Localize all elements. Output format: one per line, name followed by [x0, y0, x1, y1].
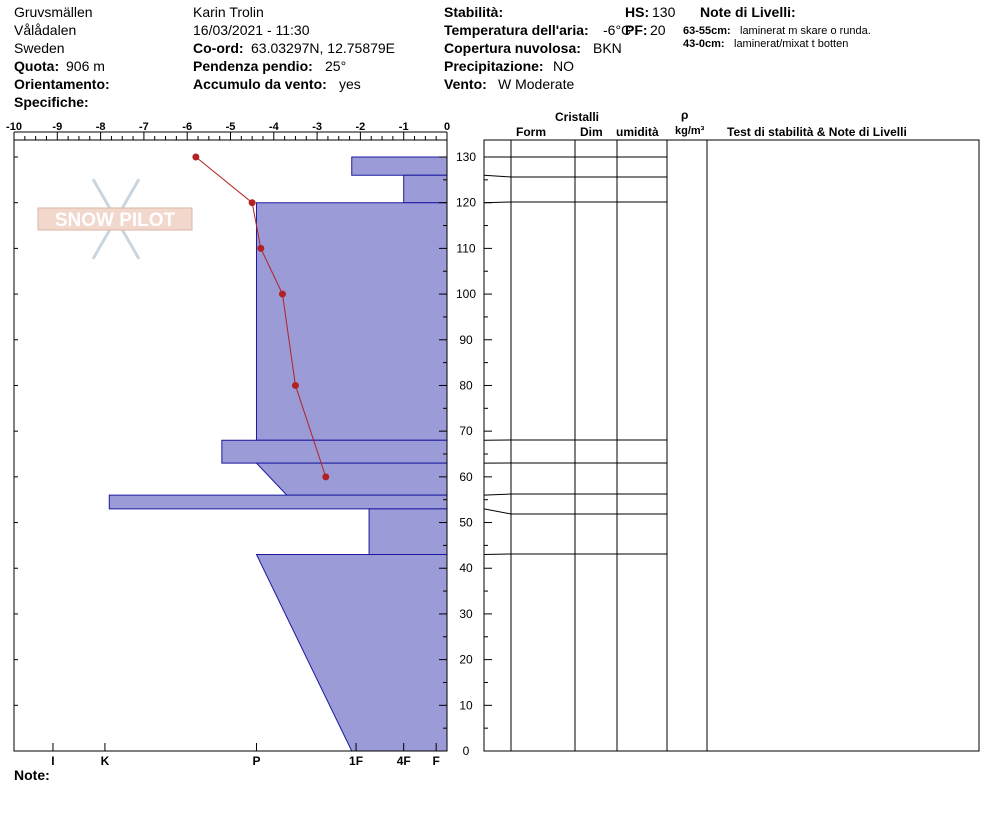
- temp-tick-label: 0: [443, 121, 451, 133]
- country: Sweden: [14, 40, 65, 56]
- height-tick-label: 120: [455, 195, 477, 210]
- observer: Karin Trolin: [193, 4, 264, 20]
- note-label: Note:: [14, 767, 50, 783]
- height-tick-label: 0: [462, 744, 470, 758]
- quota-value: 906 m: [66, 58, 105, 74]
- stabilita-label: Stabilità:: [444, 4, 504, 20]
- snowpilot-watermark: [38, 179, 192, 259]
- vento-label: Vento:: [444, 76, 487, 92]
- location: Gruvsmällen: [14, 4, 93, 20]
- temperatura-label: Temperatura dell'aria:: [444, 22, 589, 38]
- hardness-label: K: [100, 754, 110, 768]
- temperature-point: [279, 291, 286, 298]
- precipitazione-value: NO: [553, 58, 574, 74]
- layer-connector: [484, 554, 511, 555]
- hardness-layer-2: [256, 203, 447, 441]
- hardness-label: 4F: [396, 754, 411, 768]
- height-tick-label: 130: [455, 150, 477, 164]
- temperature-point: [322, 473, 329, 480]
- hardness-label: F: [432, 754, 440, 768]
- height-tick-label: 100: [455, 287, 477, 302]
- cristalli-header: Cristalli: [555, 110, 600, 124]
- quota-label: Quota:: [14, 58, 60, 74]
- accumulo-label: Accumulo da vento:: [193, 76, 327, 92]
- temp-tick-label: -10: [6, 121, 22, 133]
- form-header: Form: [516, 125, 546, 139]
- hardness-layer-1: [404, 175, 447, 202]
- height-tick-label: 50: [459, 515, 473, 530]
- height-tick-label: 90: [459, 332, 473, 347]
- temp-tick-label: -9: [52, 121, 63, 133]
- hs-label: HS:: [625, 4, 650, 20]
- note-livelli-range-2: 43-0cm:: [683, 38, 725, 50]
- vento-value: W Moderate: [498, 76, 575, 92]
- height-tick-label: 70: [459, 424, 473, 439]
- coord-label: Co-ord:: [193, 40, 244, 56]
- accumulo-value: yes: [339, 76, 361, 92]
- pendenza-value: 25°: [325, 58, 347, 74]
- temperature-point: [257, 245, 264, 252]
- height-tick-label: 10: [459, 698, 473, 713]
- layer-connector: [484, 202, 511, 203]
- umidita-header: umidità: [616, 125, 659, 139]
- temp-tick-label: -7: [139, 121, 149, 133]
- rho-header: ρ: [681, 108, 689, 122]
- note-livelli-text-2: laminerat/mixat t botten: [734, 38, 849, 50]
- pendenza-label: Pendenza pendio:: [193, 58, 313, 74]
- hardness-layer-4: [256, 463, 447, 495]
- pf-value: 20: [650, 22, 666, 38]
- note-livelli-title: Note di Livelli:: [700, 4, 796, 20]
- height-tick-label: 30: [459, 606, 473, 621]
- watermark-text: SNOW PILOT: [54, 210, 176, 231]
- height-tick-label: 60: [459, 469, 473, 484]
- height-tick-label: 80: [459, 378, 473, 393]
- height-tick-label: 20: [459, 652, 473, 667]
- hardness-layer-5: [109, 495, 447, 509]
- layer-connector: [484, 494, 511, 495]
- datetime: 16/03/2021 - 11:30: [193, 22, 310, 38]
- height-tick-label: 40: [459, 561, 473, 576]
- coord-value: 63.03297N, 12.75879E: [251, 40, 396, 56]
- temperature-point: [192, 154, 199, 161]
- layer-connector: [484, 509, 511, 514]
- precipitazione-label: Precipitazione:: [444, 58, 544, 74]
- hardness-layer-6: [369, 509, 447, 555]
- temperature-point: [249, 199, 256, 206]
- layer-connector: [484, 175, 511, 177]
- temp-tick-label: -2: [355, 121, 366, 133]
- note-livelli-text-1: laminerat m skare o runda.: [740, 25, 871, 37]
- dim-header: Dim: [580, 125, 603, 139]
- region: Vålådalen: [14, 22, 77, 38]
- height-tick-label: 110: [456, 241, 476, 256]
- temp-tick-label: -8: [95, 121, 106, 133]
- note-livelli-range-1: 63-55cm:: [683, 25, 731, 37]
- hardness-layer-0: [352, 157, 447, 175]
- copertura-value: BKN: [593, 40, 622, 56]
- temperatura-value: -6°C: [603, 22, 632, 38]
- temp-tick-label: -4: [268, 121, 279, 133]
- hardness-layer-3: [222, 440, 447, 463]
- pf-label: PF:: [625, 22, 648, 38]
- temp-tick-label: -5: [225, 121, 236, 133]
- temp-tick-label: -1: [398, 121, 409, 133]
- hardness-label: P: [252, 754, 261, 768]
- specifiche-label: Specifiche:: [14, 94, 89, 110]
- copertura-label: Copertura nuvolosa:: [444, 40, 581, 56]
- temp-tick-label: -6: [182, 121, 193, 133]
- hardness-layer-7: [256, 555, 447, 751]
- test-notes-header: Test di stabilità & Note di Livelli: [727, 125, 907, 139]
- orientamento-label: Orientamento:: [14, 76, 110, 92]
- layer-table-frame: [484, 140, 979, 751]
- temperature-point: [292, 382, 299, 389]
- temp-tick-label: -3: [312, 121, 322, 133]
- rho-unit-header: kg/m³: [675, 125, 705, 137]
- hardness-label: I: [51, 754, 55, 768]
- hardness-label: 1F: [349, 754, 364, 768]
- hs-value: 130: [652, 4, 676, 20]
